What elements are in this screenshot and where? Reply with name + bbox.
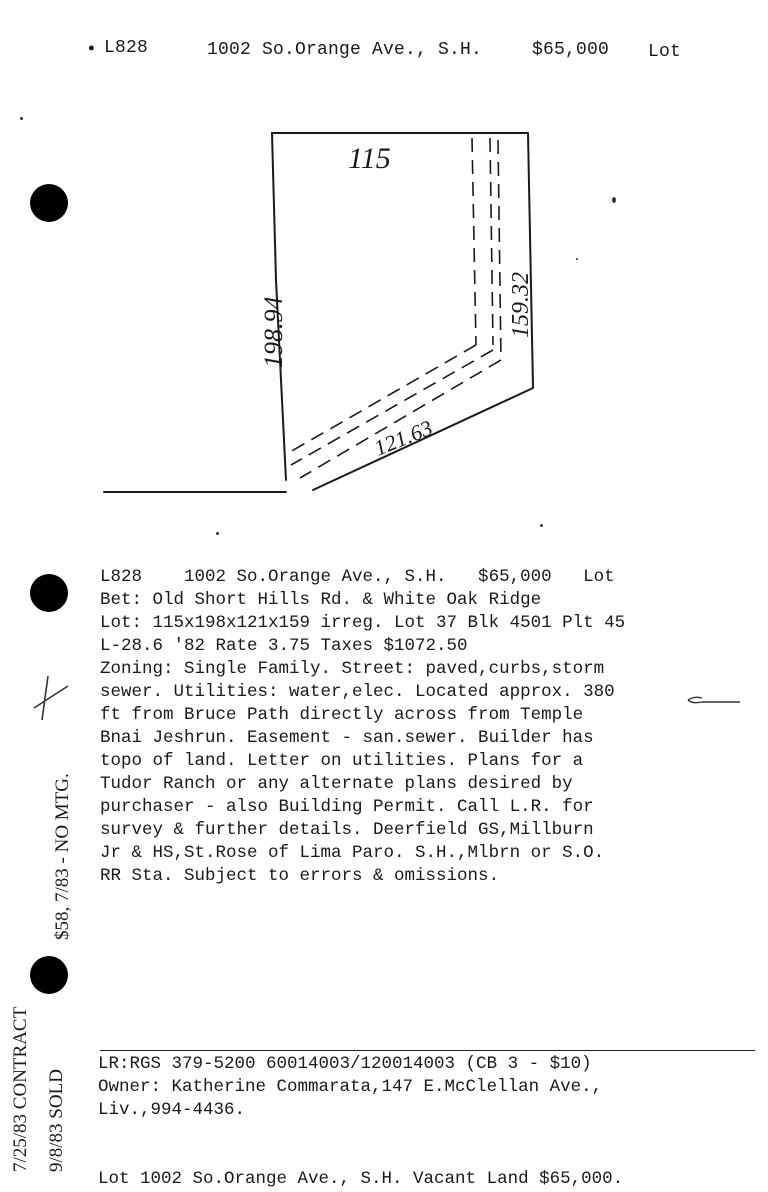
details-line: L-28.6 '82 Rate 3.75 Taxes $1072.50 bbox=[100, 636, 468, 656]
summary-line: Lot 1002 So.Orange Ave., S.H. Vacant Land $65,000. bbox=[98, 1169, 624, 1189]
arrow-mark bbox=[684, 692, 744, 712]
plot-bottom-dimension: 121.63 bbox=[370, 414, 436, 461]
plot-right-dimension: 159.32 bbox=[508, 272, 534, 338]
owner-phone: Liv.,994-4436. bbox=[98, 1100, 246, 1120]
details-line: Lot: 115x198x121x159 irreg. Lot 37 Blk 4501 Plt 45 bbox=[100, 613, 626, 633]
section-divider bbox=[100, 1050, 755, 1051]
punch-hole-bottom bbox=[30, 956, 68, 994]
speck bbox=[540, 524, 543, 527]
details-line: Bet: Old Short Hills Rd. & White Oak Ridge bbox=[100, 590, 542, 610]
details-line: Jr & HS,St.Rose of Lima Paro. S.H.,Mlbrn or S.O. bbox=[100, 843, 605, 863]
sold-date: 9/8/83 SOLD bbox=[46, 1069, 67, 1172]
header-bullet: • bbox=[86, 40, 98, 60]
details-line: purchaser - also Building Permit. Call L.R. for bbox=[100, 797, 594, 817]
speck bbox=[612, 197, 616, 203]
plot-left-dimension: 198.94 bbox=[259, 296, 288, 368]
listing-details bbox=[100, 566, 625, 888]
check-mark bbox=[28, 668, 88, 728]
header-listing-number: L828 bbox=[104, 38, 149, 58]
speck bbox=[576, 258, 578, 260]
owner-info: Owner: Katherine Commarata,147 E.McClellan Ave., bbox=[98, 1077, 603, 1097]
details-line: RR Sta. Subject to errors & omissions. bbox=[100, 866, 500, 886]
plot-top-dimension: 115 bbox=[348, 142, 391, 175]
speck bbox=[20, 117, 23, 120]
details-line: L828 1002 So.Orange Ave., S.H. $65,000 Lot bbox=[100, 567, 615, 587]
details-line: survey & further details. Deerfield GS,Millburn bbox=[100, 820, 594, 840]
details-line: topo of land. Letter on utilities. Plans for a bbox=[100, 751, 584, 771]
details-line: sewer. Utilities: water,elec. Located approx. 380 bbox=[100, 682, 615, 702]
details-line: Tudor Ranch or any alternate plans desired by bbox=[100, 774, 573, 794]
header-price: $65,000 bbox=[532, 40, 610, 60]
details-line: Zoning: Single Family. Street: paved,curbs,storm bbox=[100, 659, 605, 679]
punch-hole-top bbox=[30, 184, 68, 222]
header-type: Lot bbox=[648, 42, 682, 62]
mortgage-note: $58, 7/83 - NO MTG. bbox=[52, 773, 73, 940]
lot-plot-sketch bbox=[0, 0, 768, 560]
punch-hole-middle bbox=[30, 574, 68, 612]
contract-date: 7/25/83 CONTRACT bbox=[10, 1006, 31, 1172]
speck bbox=[216, 532, 219, 535]
details-line: ft from Bruce Path directly across from Temple bbox=[100, 705, 584, 725]
details-line: Bnai Jeshrun. Easement - san.sewer. Builder has bbox=[100, 728, 594, 748]
listing-reference: LR:RGS 379-5200 60014003/120014003 (CB 3 - $10) bbox=[98, 1054, 592, 1074]
header-address: 1002 So.Orange Ave., S.H. bbox=[207, 40, 483, 60]
